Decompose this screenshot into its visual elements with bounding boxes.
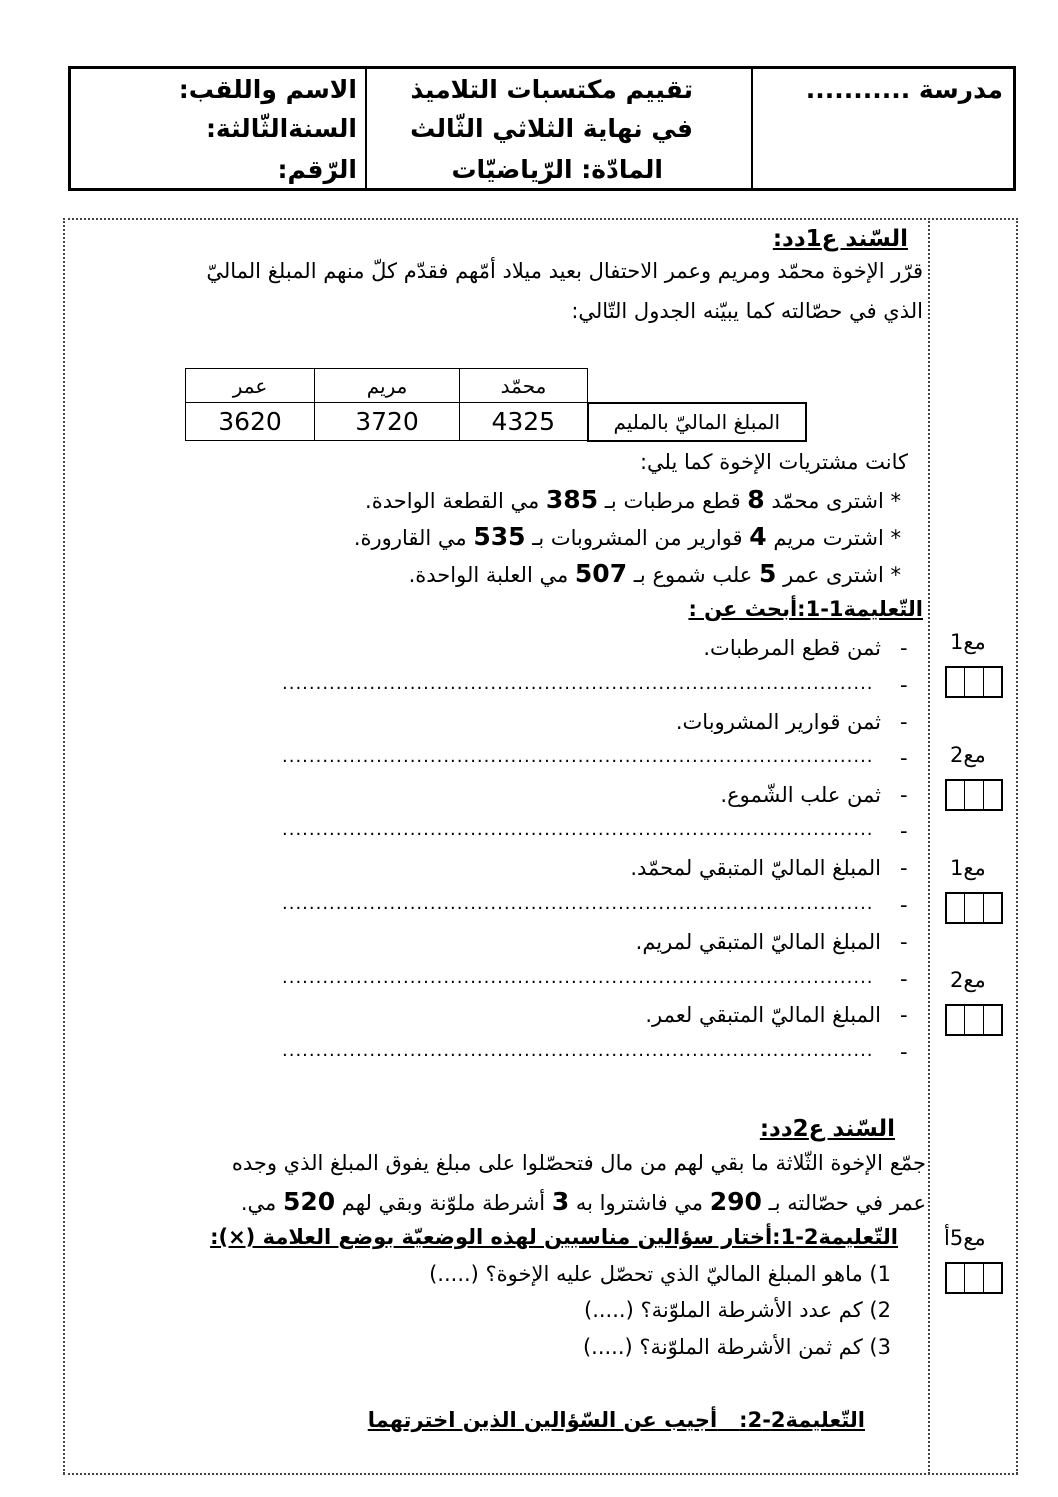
item-3: ثمن علب الشّموع. xyxy=(720,783,881,807)
table-value-meriem: 3720 xyxy=(315,403,460,441)
item-3-dash: - xyxy=(900,783,908,807)
section1-intro-line2: الذي في حصّالته كما يبيّنه الجدول التّالي: xyxy=(571,299,923,323)
answer-4-dash: - xyxy=(900,893,908,917)
table-value-omar: 3620 xyxy=(186,403,315,441)
table-corner-empty xyxy=(588,369,807,403)
criterion-label-4: مع2 xyxy=(950,968,986,992)
school-label: مدرسة ........... xyxy=(805,75,1003,104)
year-label: السنةالثّالثة: xyxy=(205,114,357,143)
purchase-line-2: * اشترت مريم 4 قوارير من المشروبات بـ 535 مي القارورة. xyxy=(353,522,901,551)
header-box xyxy=(68,66,1016,191)
table-value-mohamed: 4325 xyxy=(460,403,588,441)
margin-separator xyxy=(928,218,930,1474)
frame-top-border xyxy=(63,218,1018,220)
number-label: الرّقم: xyxy=(277,155,357,184)
section1-intro-line1: قرّر الإخوة محمّد ومريم وعمر الاحتفال بعيد ميلاد أمّهم فقدّم كلّ منهم المبلغ الماليّ xyxy=(206,259,923,283)
item-2-dash: - xyxy=(900,710,908,734)
purchase-line-3: * اشترى عمر 5 علب شموع بـ 507 مي العلبة الواحدة. xyxy=(408,559,901,588)
frame-bottom-border xyxy=(63,1473,1018,1475)
answer-5-dash: - xyxy=(900,967,908,991)
answer-3-dash: - xyxy=(900,819,908,843)
score-boxes-4[interactable] xyxy=(945,1004,1003,1036)
answer-line-6: ........................................................................................ xyxy=(282,1040,874,1061)
table-header-mohamed: محمّد xyxy=(460,369,588,403)
criterion-label-2: مع2 xyxy=(950,743,986,767)
item-5-dash: - xyxy=(900,930,908,954)
instruction-2-1: التّعليمة2-1:أختار سؤالين مناسبين لهذه الوضعيّة بوضع العلامة (×): xyxy=(210,1225,898,1249)
answer-line-1: ........................................................................................ xyxy=(282,673,874,694)
frame-right-border xyxy=(1016,218,1018,1474)
table-row-label: المبلغ الماليّ بالمليم xyxy=(588,403,807,441)
item-6-dash: - xyxy=(900,1003,908,1027)
title-line-1: تقييم مكتسبات التلاميذ xyxy=(410,75,693,104)
section2-line2: عمر في حصّالته بـ 290 مي فاشتروا به 3 أشرطة ملوّنة وبقي لهم 520 مي. xyxy=(240,1187,926,1216)
school-column xyxy=(753,69,1013,188)
item-1: ثمن قطع المرطبات. xyxy=(703,636,881,660)
item-5: المبلغ الماليّ المتبقي لمريم. xyxy=(635,930,881,954)
instruction-1-1: التّعليمة1-1:أبحث عن : xyxy=(688,597,923,621)
answer-1-dash: - xyxy=(900,673,908,697)
name-label: الاسم واللقب: xyxy=(178,75,357,104)
frame-left-border xyxy=(63,218,65,1474)
section2-line1: جمّع الإخوة الثّلاثة ما بقي لهم من مال فتحصّلوا على مبلغ يفوق المبلغ الذي وجده xyxy=(231,1151,926,1175)
instruction-2-2: التّعليمة2-2: أجيب عن السّؤالين الذين اخترتهما xyxy=(367,1408,865,1432)
student-info-column xyxy=(71,69,367,188)
item-6: المبلغ الماليّ المتبقي لعمر. xyxy=(645,1003,881,1027)
purchase-line-1: * اشترى محمّد 8 قطع مرطبات بـ 385 مي القطعة الواحدة. xyxy=(365,485,901,514)
item-2: ثمن قوارير المشروبات. xyxy=(675,710,881,734)
score-boxes-3[interactable] xyxy=(945,892,1003,924)
criterion-label-5: مع5أ xyxy=(944,1226,986,1250)
purchases-title: كانت مشتريات الإخوة كما يلي: xyxy=(639,450,908,474)
criterion-label-3: مع1 xyxy=(950,856,986,880)
answer-line-4: ........................................................................................ xyxy=(282,893,874,914)
question-2: 2) كم عدد الأشرطة الملوّنة؟ (.....) xyxy=(584,1298,891,1322)
item-1-dash: - xyxy=(900,636,908,660)
table-header-meriem: مريم xyxy=(315,369,460,403)
section1-heading: السّند ع1دد: xyxy=(772,226,908,252)
criterion-label-1: مع1 xyxy=(950,630,986,654)
answer-6-dash: - xyxy=(900,1040,908,1064)
question-3: 3) كم ثمن الأشرطة الملوّنة؟ (.....) xyxy=(582,1335,891,1359)
score-boxes-5[interactable] xyxy=(945,1262,1003,1294)
answer-line-2: ........................................................................................ xyxy=(282,746,874,767)
answer-line-5: ........................................................................................ xyxy=(282,967,874,988)
money-table xyxy=(185,368,807,442)
answer-2-dash: - xyxy=(900,746,908,770)
title-line-2: في نهاية الثلاثي الثّالث xyxy=(410,114,693,143)
subject-line: المادّة: الرّياضيّات xyxy=(451,155,663,184)
score-boxes-2[interactable] xyxy=(945,779,1003,811)
title-column xyxy=(367,69,753,188)
item-4: المبلغ الماليّ المتبقي لمحمّد. xyxy=(630,856,881,880)
section2-heading: السّند ع2دد: xyxy=(759,1116,895,1142)
answer-line-3: ........................................................................................ xyxy=(282,819,874,840)
question-1: 1) ماهو المبلغ الماليّ الذي تحصّل عليه الإخوة؟ (.....) xyxy=(429,1262,891,1286)
item-4-dash: - xyxy=(900,856,908,880)
table-header-omar: عمر xyxy=(186,369,315,403)
score-boxes-1[interactable] xyxy=(945,666,1003,698)
